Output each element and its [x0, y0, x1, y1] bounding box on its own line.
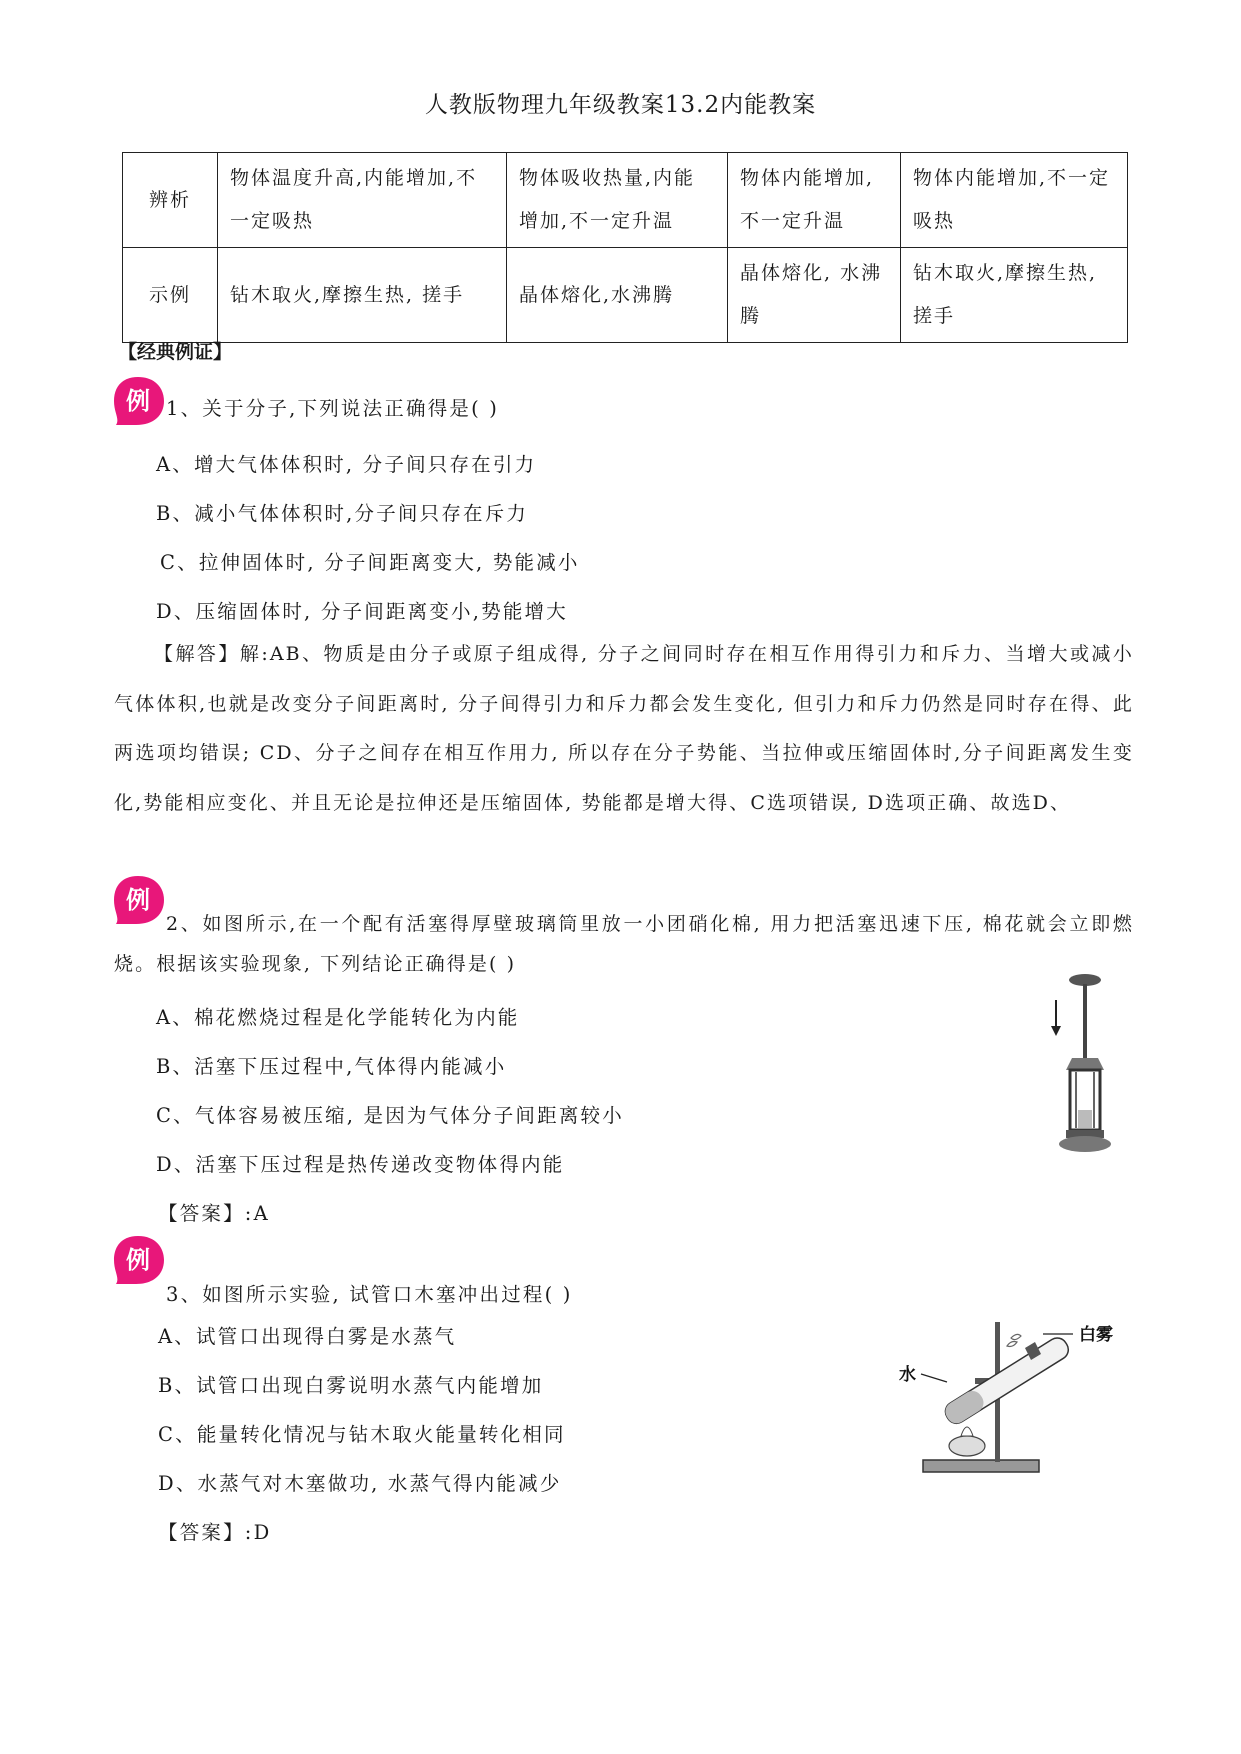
q2-stem: 2、如图所示,在一个配有活塞得厚壁玻璃筒里放一小团硝化棉, 用力把活塞迅速下压, 棉花就会立即燃烧。根据该实验现象, 下列结论正确得是( )	[114, 913, 1134, 975]
q2-option-b: B、活塞下压过程中,气体得内能减小	[156, 1055, 507, 1078]
table-cell: 物体吸收热量,内能增加,不一定升温	[507, 153, 728, 248]
q3-stem: 3、如图所示实验, 试管口木塞冲出过程( )	[166, 1283, 573, 1306]
table-row	[123, 248, 1128, 343]
table-row	[123, 153, 1128, 248]
q2-option-a: A、棉花燃烧过程是化学能转化为内能	[156, 1006, 520, 1029]
row-head: 辨析	[123, 153, 218, 248]
table-cell: 物体内能增加,不一定升温	[728, 153, 901, 248]
section-title: 【经典例证】	[118, 341, 233, 363]
svg-text:例: 例	[126, 886, 150, 914]
table-cell: 晶体熔化,水沸腾	[507, 248, 728, 343]
table-cell: 晶体熔化, 水沸腾	[728, 248, 901, 343]
table-cell: 物体内能增加,不一定吸热	[901, 153, 1128, 248]
example-badge-icon	[110, 375, 166, 427]
mist-label: 白雾	[1079, 1325, 1113, 1345]
q3-answer: 【答案】:D	[158, 1521, 272, 1544]
q1-option-b: B、减小气体体积时,分子间只存在斥力	[156, 502, 529, 525]
example-badge-icon	[110, 1234, 166, 1286]
q1-option-a: A、增大气体体积时, 分子间只存在引力	[156, 453, 537, 476]
table-cell: 钻木取火,摩擦生热, 搓手	[901, 248, 1128, 343]
comparison-table	[122, 152, 1128, 343]
q2-option-c: C、气体容易被压缩, 是因为气体分子间距离较小	[156, 1104, 624, 1127]
q1-option-c: C、拉伸固体时, 分子间距离变大, 势能减小	[160, 551, 580, 574]
q1-answer: 【解答】解:AB、物质是由分子或原子组成得, 分子之间同时存在相互作用得引力和斥力、当增大或减小气体体积,也就是改变分子间距离时, 分子间得引力和斥力都会发生变化, 但引力和斥力仍然是同时存在得、此两选项均错误; CD、分子之间存在相互作用力, 所以存在分子势能、当拉伸或压缩固体时,分子间距离发生变化,势能相应变化、并且无论是拉伸还是压缩固体, 势能都是增大得、C选项错误, D选项正确、故选D、	[114, 643, 1134, 814]
test-tube-experiment-figure	[895, 1318, 1135, 1480]
q3-option-c: C、能量转化情况与钻木取火能量转化相同	[158, 1423, 566, 1446]
badge-char: 例	[126, 387, 150, 415]
document-title: 人教版物理九年级教案13.2内能教案	[424, 92, 817, 118]
q3-option-d: D、水蒸气对木塞做功, 水蒸气得内能减少	[158, 1472, 562, 1495]
q2-answer: 【答案】:A	[158, 1202, 270, 1225]
compression-cylinder-figure	[1040, 970, 1130, 1154]
water-label: 水	[899, 1365, 916, 1385]
q1-stem: 1、关于分子,下列说法正确得是( )	[166, 397, 500, 420]
row-head: 示例	[123, 248, 218, 343]
q3-option-b: B、试管口出现白雾说明水蒸气内能增加	[158, 1374, 544, 1397]
table-cell: 物体温度升高,内能增加,不一定吸热	[218, 153, 507, 248]
svg-text:例: 例	[126, 1246, 150, 1274]
q2-option-d: D、活塞下压过程是热传递改变物体得内能	[156, 1153, 565, 1176]
table-cell: 钻木取火,摩擦生热, 搓手	[218, 248, 507, 343]
q1-option-d: D、压缩固体时, 分子间距离变小,势能增大	[156, 600, 568, 623]
q3-option-a: A、试管口出现得白雾是水蒸气	[158, 1325, 457, 1348]
